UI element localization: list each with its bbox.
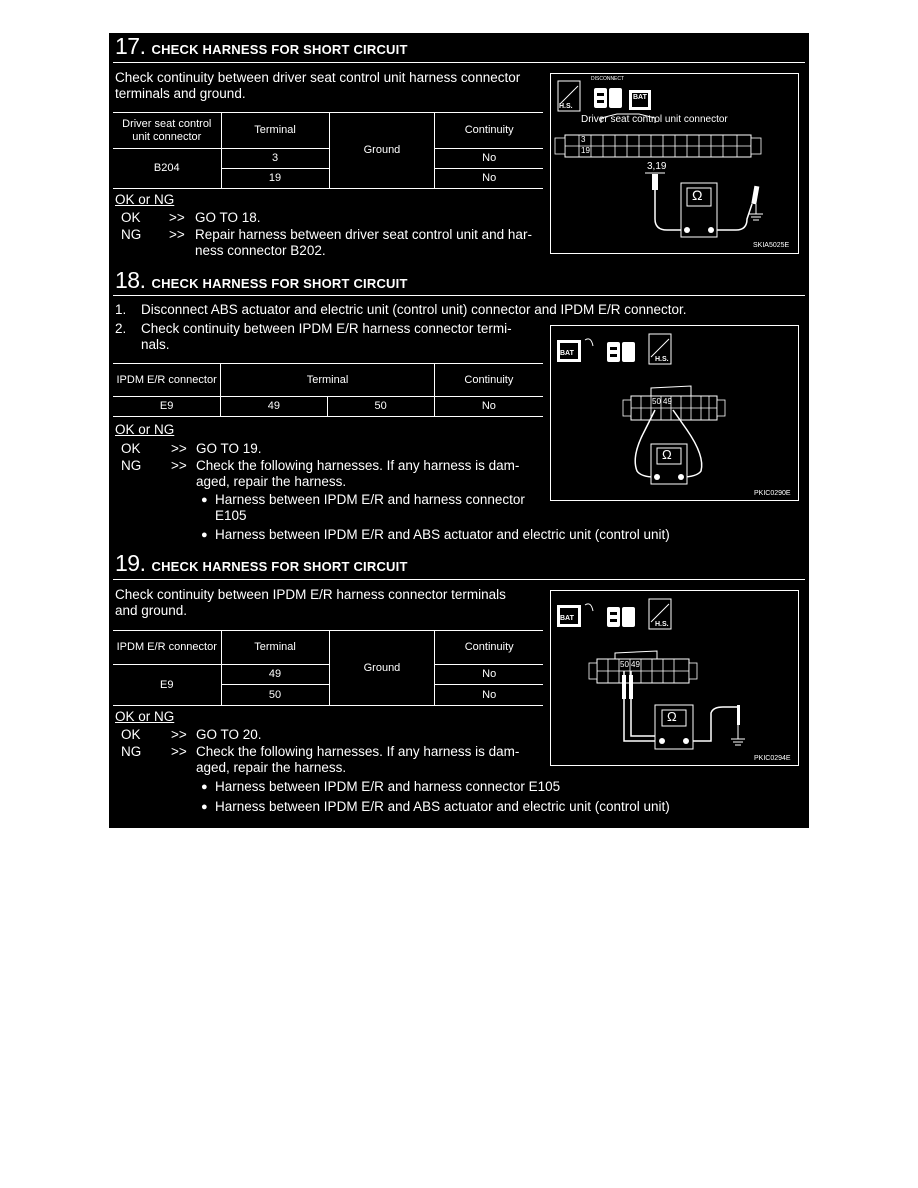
pin-label: 3 bbox=[581, 135, 586, 144]
step-number: 1. bbox=[115, 302, 127, 317]
bat-icon-label: BAT bbox=[560, 615, 574, 622]
connector-caption: Driver seat control unit connector bbox=[581, 114, 728, 125]
result-line: aged, repair the harness. bbox=[196, 760, 347, 775]
pin-label: 50 bbox=[652, 397, 661, 406]
section-19-table bbox=[113, 630, 543, 706]
pin-label: 50 bbox=[620, 660, 629, 669]
header-terminal: Terminal bbox=[221, 364, 435, 397]
result-arrow: >> bbox=[171, 744, 187, 759]
figure-19-drawing bbox=[551, 591, 798, 765]
bullet-text: Harness between IPDM E/R and harness connector E105 bbox=[215, 779, 561, 794]
bullet-text: Harness between IPDM E/R and ABS actuator and electric unit (control unit) bbox=[215, 799, 670, 814]
section-17-rule bbox=[113, 62, 805, 63]
result-arrow: >> bbox=[171, 458, 187, 473]
header-connector: Driver seat control unit connector bbox=[113, 113, 221, 149]
result-text bbox=[196, 458, 519, 490]
cell-ground: Ground bbox=[329, 631, 435, 706]
procedure-panel bbox=[109, 33, 809, 828]
result-text bbox=[195, 227, 532, 259]
disconnect-icon-label: DISCONNECT bbox=[591, 76, 625, 82]
pin-label: 49 bbox=[663, 397, 672, 406]
result-key: NG bbox=[121, 458, 142, 473]
result-line: aged, repair the harness. bbox=[196, 474, 347, 489]
cell-continuity: No bbox=[435, 169, 543, 189]
result-arrow: >> bbox=[169, 227, 185, 242]
section-19-number: 19. bbox=[115, 550, 146, 576]
result-text: GO TO 19. bbox=[196, 441, 262, 456]
section-19-bullet bbox=[201, 779, 701, 795]
bullet-line: Harness between IPDM E/R and harness connector bbox=[215, 492, 525, 507]
step-line: nals. bbox=[141, 337, 170, 352]
header-terminal: Terminal bbox=[221, 631, 329, 665]
bat-icon-label: BAT bbox=[633, 94, 647, 101]
cell-ground: Ground bbox=[329, 113, 435, 189]
header-continuity: Continuity bbox=[434, 364, 543, 397]
intro-line: terminals and ground. bbox=[115, 86, 246, 101]
cell-continuity: No bbox=[435, 149, 543, 169]
step-text: Disconnect ABS actuator and electric unit (control unit) connector and IPDM E/R connector. bbox=[141, 302, 687, 317]
header-terminal: Terminal bbox=[221, 113, 329, 149]
bullet-dot-icon: ● bbox=[201, 494, 208, 506]
header-connector: IPDM E/R connector bbox=[113, 364, 221, 397]
cell-continuity: No bbox=[435, 665, 543, 685]
step-number: 2. bbox=[115, 321, 127, 336]
cell-connector: B204 bbox=[113, 149, 221, 189]
hs-icon-label: H.S. bbox=[655, 621, 669, 628]
result-key: OK bbox=[121, 727, 141, 742]
bullet-dot-icon: ● bbox=[201, 801, 208, 813]
pin-label: 49 bbox=[631, 660, 640, 669]
section-18-step-2 bbox=[115, 321, 547, 353]
section-18-bullet bbox=[201, 492, 551, 524]
result-line: Check the following harnesses. If any harness is dam- bbox=[196, 458, 520, 473]
result-key: NG bbox=[121, 744, 142, 759]
bullet-dot-icon: ● bbox=[201, 781, 208, 793]
section-19-title: CHECK HARNESS FOR SHORT CIRCUIT bbox=[151, 559, 408, 574]
figure-code: PKIC0290E bbox=[754, 490, 791, 497]
section-17-ok-ng: OK or NG bbox=[115, 192, 175, 207]
section-18-ok-ng: OK or NG bbox=[115, 422, 175, 437]
intro-line: and ground. bbox=[115, 603, 188, 618]
section-18-ok-row bbox=[121, 441, 541, 457]
section-17-ok-row bbox=[121, 210, 541, 226]
section-19-ng-row bbox=[121, 744, 551, 776]
figure-17 bbox=[550, 73, 799, 254]
figure-19 bbox=[550, 590, 799, 766]
section-18-ng-row bbox=[121, 458, 551, 490]
result-text: GO TO 18. bbox=[195, 210, 261, 225]
cell-terminal: 49 bbox=[221, 665, 329, 685]
bat-icon-label: BAT bbox=[560, 350, 574, 357]
ohm-icon: Ω bbox=[692, 187, 703, 203]
ohm-icon: Ω bbox=[667, 709, 677, 724]
cell-continuity: No bbox=[434, 397, 543, 417]
section-17-table bbox=[113, 112, 543, 189]
result-arrow: >> bbox=[169, 210, 185, 225]
result-arrow: >> bbox=[171, 727, 187, 742]
cell-terminal: 50 bbox=[327, 397, 434, 417]
result-key: NG bbox=[121, 227, 142, 242]
cell-terminal: 50 bbox=[221, 685, 329, 706]
section-19-ok-ng: OK or NG bbox=[115, 709, 175, 724]
section-19-ok-row bbox=[121, 727, 541, 743]
section-17-intro bbox=[115, 70, 542, 102]
terminal-label: 3,19 bbox=[647, 161, 667, 172]
section-17-ng-row bbox=[121, 227, 551, 259]
result-arrow: >> bbox=[171, 441, 187, 456]
figure-18 bbox=[550, 325, 799, 501]
section-17-title: CHECK HARNESS FOR SHORT CIRCUIT bbox=[151, 42, 408, 57]
result-line: ness connector B202. bbox=[195, 243, 326, 258]
result-key: OK bbox=[121, 441, 141, 456]
figure-code: SKIA5025E bbox=[753, 242, 790, 249]
section-18-title: CHECK HARNESS FOR SHORT CIRCUIT bbox=[151, 276, 408, 291]
bullet-line: E105 bbox=[215, 508, 247, 523]
result-text: GO TO 20. bbox=[196, 727, 262, 742]
result-line: Repair harness between driver seat control unit and har- bbox=[195, 227, 532, 242]
section-19-bullet bbox=[201, 799, 801, 815]
section-18-table bbox=[113, 363, 543, 417]
cell-continuity: No bbox=[435, 685, 543, 706]
intro-line: Check continuity between IPDM E/R harness connector terminals bbox=[115, 587, 506, 602]
result-line: Check the following harnesses. If any harness is dam- bbox=[196, 744, 520, 759]
step-line: Check continuity between IPDM E/R harness connector termi- bbox=[141, 321, 512, 336]
hs-icon-label: H.S. bbox=[655, 356, 669, 363]
hs-icon-label: H.S. bbox=[559, 103, 573, 110]
bullet-text bbox=[215, 492, 525, 524]
header-continuity: Continuity bbox=[435, 113, 543, 149]
result-text bbox=[196, 744, 519, 776]
figure-17-drawing bbox=[551, 74, 798, 253]
section-17-header bbox=[115, 33, 408, 61]
section-18-rule bbox=[113, 295, 805, 296]
bullet-dot-icon: ● bbox=[201, 529, 208, 541]
section-17-number: 17. bbox=[115, 33, 146, 59]
section-18-number: 18. bbox=[115, 267, 146, 293]
section-18-header bbox=[115, 267, 408, 295]
header-continuity: Continuity bbox=[435, 631, 543, 665]
pin-label: 19 bbox=[581, 146, 590, 155]
header-connector: IPDM E/R connector bbox=[113, 631, 221, 665]
section-18-bullet bbox=[201, 527, 801, 543]
result-key: OK bbox=[121, 210, 141, 225]
section-19-header bbox=[115, 550, 408, 578]
cell-terminal: 3 bbox=[221, 149, 329, 169]
cell-terminal: 49 bbox=[221, 397, 327, 417]
intro-line: Check continuity between driver seat control unit harness connector bbox=[115, 70, 521, 85]
bullet-text: Harness between IPDM E/R and ABS actuator and electric unit (control unit) bbox=[215, 527, 670, 542]
section-18-step-1 bbox=[115, 302, 805, 318]
step-text bbox=[141, 321, 512, 353]
cell-connector: E9 bbox=[113, 665, 221, 706]
cell-terminal: 19 bbox=[221, 169, 329, 189]
figure-code: PKIC0294E bbox=[754, 755, 791, 762]
cell-connector: E9 bbox=[113, 397, 221, 417]
figure-18-drawing bbox=[551, 326, 798, 500]
section-19-rule bbox=[113, 579, 805, 580]
ohm-icon: Ω bbox=[662, 447, 672, 462]
section-19-intro bbox=[115, 587, 542, 619]
